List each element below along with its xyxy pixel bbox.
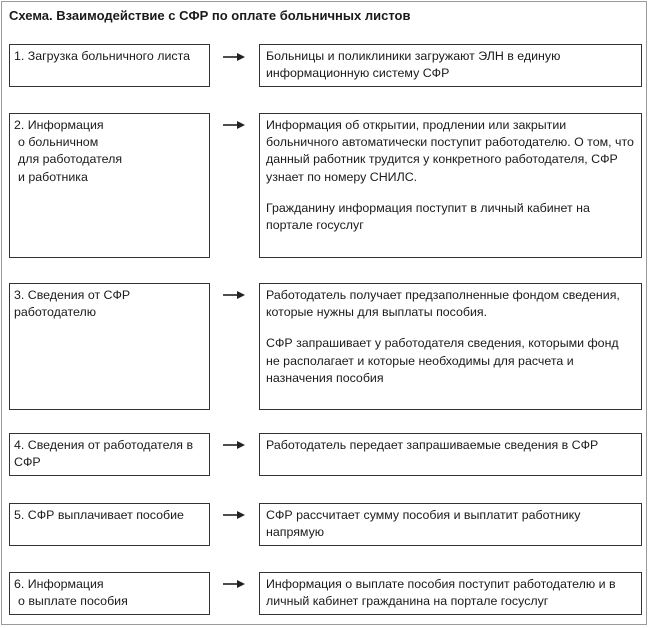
- step-3-description-box: [259, 283, 642, 410]
- step-2-description-paragraph: Информация об открытии, продлении или закрытии больничного автоматически поступит работодателю. О том, что данный работник трудится у конкретного работодателя, СФР узнает по номеру СНИЛС.: [266, 118, 634, 184]
- step-2-label-line: для работодателя: [18, 152, 123, 167]
- step-6-label-line: 6. Информация: [14, 577, 104, 591]
- step-4-label-box: [9, 433, 210, 476]
- step-6-description-box: [259, 572, 642, 615]
- step-2-arrow-icon: [223, 120, 245, 130]
- step-1-arrow-icon: [223, 52, 245, 62]
- step-1-description: Больницы и поликлиники загружают ЭЛН в единую информационную систему СФР: [266, 49, 561, 81]
- step-2-description-paragraph: Гражданину информация поступит в личный кабинет на портале госуслуг: [266, 200, 590, 233]
- step-2-label-line: о больничном: [18, 135, 99, 150]
- step-2-label-line: 2. Информация: [14, 118, 104, 132]
- step-6-label-box: [9, 572, 210, 615]
- step-5-label: 5. СФР выплачивает пособие: [14, 508, 184, 522]
- step-2-label-line: и работника: [18, 169, 88, 184]
- step-6-description: Информация о выплате пособия поступит работодателю и в личный кабинет гражданина на портале госуслуг: [266, 577, 616, 609]
- step-3-description-paragraph: Работодатель получает предзаполненные фондом сведения, которые нужны для выплаты пособия.: [266, 288, 620, 320]
- step-3-label: 3. Сведения от СФР работодателю: [14, 288, 131, 320]
- step-4-description-box: [259, 433, 642, 476]
- step-3-arrow-icon: [223, 290, 245, 300]
- step-5-label-box: [9, 503, 210, 546]
- step-3-description-paragraph: СФР запрашивает у работодателя сведения, которыми фонд не располагает и которые необходимы для расчета и назначения пособия: [266, 336, 619, 385]
- step-5-arrow-icon: [223, 510, 245, 520]
- step-4-arrow-icon: [223, 440, 245, 450]
- step-6-label-line: о выплате пособия: [18, 594, 128, 609]
- step-6-arrow-icon: [223, 579, 245, 589]
- step-5-description: СФР рассчитает сумму пособия и выплатит работнику напрямую: [266, 508, 581, 540]
- scheme-title: Схема. Взаимодействие с СФР по оплате больничных листов: [9, 8, 411, 23]
- step-4-description: Работодатель передает запрашиваемые сведения в СФР: [266, 438, 599, 452]
- step-1-description-box: [259, 44, 642, 87]
- step-3-label-box: [9, 283, 210, 410]
- step-2-label-box: [9, 113, 210, 258]
- step-1-label-box: [9, 44, 210, 87]
- step-5-description-box: [259, 503, 642, 546]
- step-4-label: 4. Сведения от работодателя в СФР: [14, 438, 194, 470]
- step-1-label: 1. Загрузка больничного листа: [14, 49, 191, 63]
- step-2-description-box: [259, 113, 642, 258]
